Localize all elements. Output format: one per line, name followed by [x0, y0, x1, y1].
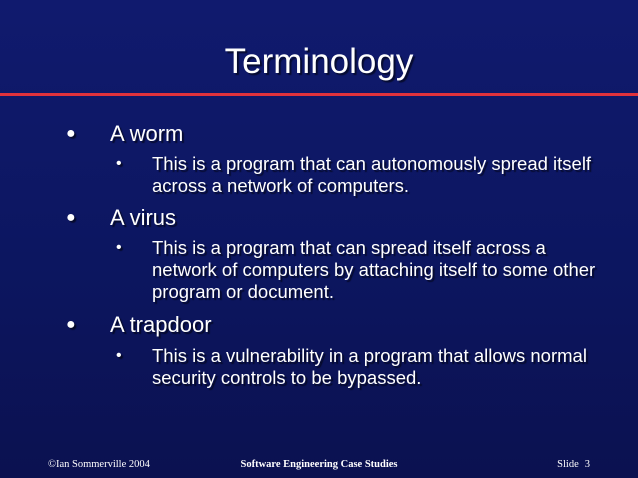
sub-bullet-icon: •: [116, 239, 122, 256]
sub-bullet-icon: •: [116, 347, 122, 364]
sub-bullet-text: This is a program that can spread itself across a network of computers by attaching itself to some other program or document.: [152, 237, 596, 302]
bullet-heading: A trapdoor: [110, 312, 212, 337]
slide-number: 3: [584, 459, 590, 470]
bullet-heading: A virus: [110, 205, 177, 230]
bullet-icon: ●: [66, 125, 76, 142]
slide-title: Terminology: [224, 42, 414, 81]
footer-course-title: Software Engineering Case Studies: [240, 459, 398, 470]
footer-slide-number: [557, 458, 590, 472]
sub-bullet-icon: •: [116, 155, 122, 172]
sub-bullet-text: This is a vulnerability in a program that allows normal security controls to be bypassed.: [152, 345, 587, 388]
bullet-icon: ●: [66, 209, 76, 226]
sub-bullet-text: This is a program that can autonomously spread itself across a network of computers.: [152, 153, 592, 196]
bullet-heading: A worm: [110, 121, 184, 146]
bullet-icon: ●: [66, 316, 76, 333]
footer-copyright: ©Ian Sommerville 2004: [48, 459, 150, 470]
slide-label: Slide: [557, 459, 579, 470]
title-divider: [0, 93, 638, 96]
